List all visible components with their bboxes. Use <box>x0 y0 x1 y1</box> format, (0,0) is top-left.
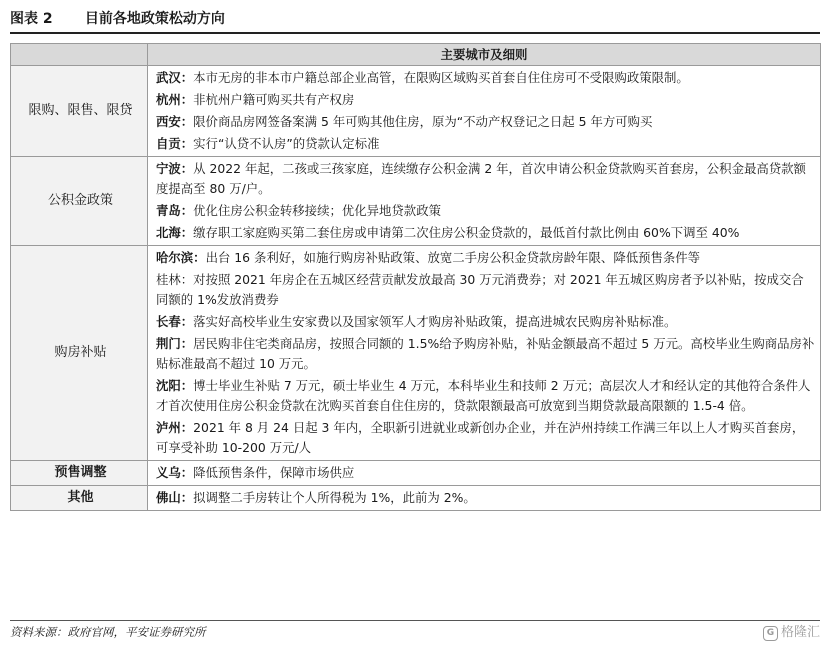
policy-text: 限价商品房网签备案满 5 年可购其他住房，原为“不动产权登记之日起 5 年方可购买 <box>193 114 653 129</box>
policy-text: 本市无房的非本市户籍总部企业高管，在限购区域购买首套自住住房可不受限购政策限制。 <box>193 70 689 85</box>
table-row <box>11 486 821 511</box>
city-label: 泸州： <box>156 420 194 435</box>
city-label: 哈尔滨： <box>156 250 206 265</box>
policy-text: 拟调整二手房转让个人所得税为 1%，此前为 2%。 <box>193 490 476 505</box>
detail-cell <box>148 157 821 246</box>
detail-cell <box>148 246 821 461</box>
policy-entry <box>156 311 815 333</box>
city-label: 宁波： <box>156 161 194 176</box>
source-note: 资料来源：政府官网，平安证券研究所 <box>10 625 206 639</box>
city-label: 青岛： <box>156 203 194 218</box>
city-label: 荆门： <box>156 336 194 351</box>
city-label: 长春： <box>156 314 194 329</box>
policy-text: 桂林：对按照 2021 年房企在五城区经营贡献发放最高 30 万元消费券；对 2021 年五城区购房者予以补贴，按成交合同额的 1%发放消费券 <box>156 272 804 307</box>
city-label: 沈阳： <box>156 378 194 393</box>
city-label: 自贡： <box>156 136 194 151</box>
policy-entry <box>156 133 815 155</box>
policy-text: 从 2022 年起，二孩或三孩家庭，连续缴存公积金满 2 年，首次申请公积金贷款购买首套房，公积金最高贷款额度提高至 80 万/户。 <box>156 161 806 196</box>
city-label: 北海： <box>156 225 194 240</box>
figure-header <box>10 8 820 30</box>
footer-divider <box>10 620 820 621</box>
policy-text: 博士毕业生补贴 7 万元，硕士毕业生 4 万元，本科毕业生和技师 2 万元；高层次人才和经认定的其他符合条件人才首次使用住房公积金贷款在沈购买首套自住住房的，贷款限额最高可放宽到当期贷款最高限额的 1.5-4 倍。 <box>156 378 811 413</box>
city-label: 义乌： <box>156 465 194 480</box>
header-divider <box>10 32 820 34</box>
city-label: 杭州： <box>156 92 194 107</box>
policy-text: 缴存职工家庭购买第二套住房或申请第二次住房公积金贷款的，最低首付款比例由 60%下调至 40% <box>193 225 740 240</box>
detail-cell <box>148 486 821 511</box>
policy-entry <box>156 158 815 200</box>
policy-entry <box>156 200 815 222</box>
category-cell: 购房补贴 <box>11 246 148 461</box>
table-row <box>11 66 821 157</box>
category-cell: 其他 <box>11 486 148 511</box>
policy-entry <box>156 462 815 484</box>
policy-entry <box>156 67 815 89</box>
table-row <box>11 157 821 246</box>
figure-number: 图表 2 <box>10 11 53 27</box>
policy-entry <box>156 111 815 133</box>
policy-entry <box>156 222 815 244</box>
column-header: 主要城市及细则 <box>148 44 821 66</box>
figure-title: 目前各地政策松动方向 <box>84 11 225 27</box>
policy-entry <box>156 247 815 269</box>
table-header-row <box>11 44 821 66</box>
city-label: 西安： <box>156 114 194 129</box>
category-cell: 公积金政策 <box>11 157 148 246</box>
policy-text: 2021 年 8 月 24 日起 3 年内，全职新引进就业或新创办企业，并在泸州持续工作满三年以上人才购买首套房，可享受补助 10-200 万元/人 <box>156 420 805 455</box>
table-row <box>11 461 821 486</box>
gelonghui-logo-icon: G <box>763 626 778 641</box>
policy-entry <box>156 487 815 509</box>
policy-entry <box>156 89 815 111</box>
header-blank-cell <box>11 44 148 66</box>
policy-text: 优化住房公积金转移接续；优化异地贷款政策 <box>193 203 441 218</box>
policy-entry <box>156 417 815 459</box>
policy-table <box>10 43 821 511</box>
watermark <box>763 624 820 642</box>
policy-entry <box>156 333 815 375</box>
watermark-text: 格隆汇 <box>780 625 820 640</box>
detail-cell <box>148 66 821 157</box>
category-cell: 限购、限售、限贷 <box>11 66 148 157</box>
category-cell: 预售调整 <box>11 461 148 486</box>
policy-text: 落实好高校毕业生安家费以及国家领军人才购房补贴政策，提高进城农民购房补贴标准。 <box>193 314 677 329</box>
table-row <box>11 246 821 461</box>
policy-entry <box>156 269 815 311</box>
policy-text: 降低预售条件，保障市场供应 <box>193 465 355 480</box>
policy-text: 非杭州户籍可购买共有产权房 <box>193 92 355 107</box>
detail-cell <box>148 461 821 486</box>
policy-text: 出台 16 条利好，如施行购房补贴政策、放宽二手房公积金贷款房龄年限、降低预售条件等 <box>205 250 701 265</box>
policy-entry <box>156 375 815 417</box>
city-label: 武汉： <box>156 70 194 85</box>
policy-text: 居民购非住宅类商品房，按照合同额的 1.5%给予购房补贴，补贴金额最高不超过 5 万元。高校毕业生购商品房补贴标准最高不超过 10 万元。 <box>156 336 815 371</box>
city-label: 佛山： <box>156 490 194 505</box>
policy-text: 实行“认贷不认房”的贷款认定标准 <box>193 136 380 151</box>
